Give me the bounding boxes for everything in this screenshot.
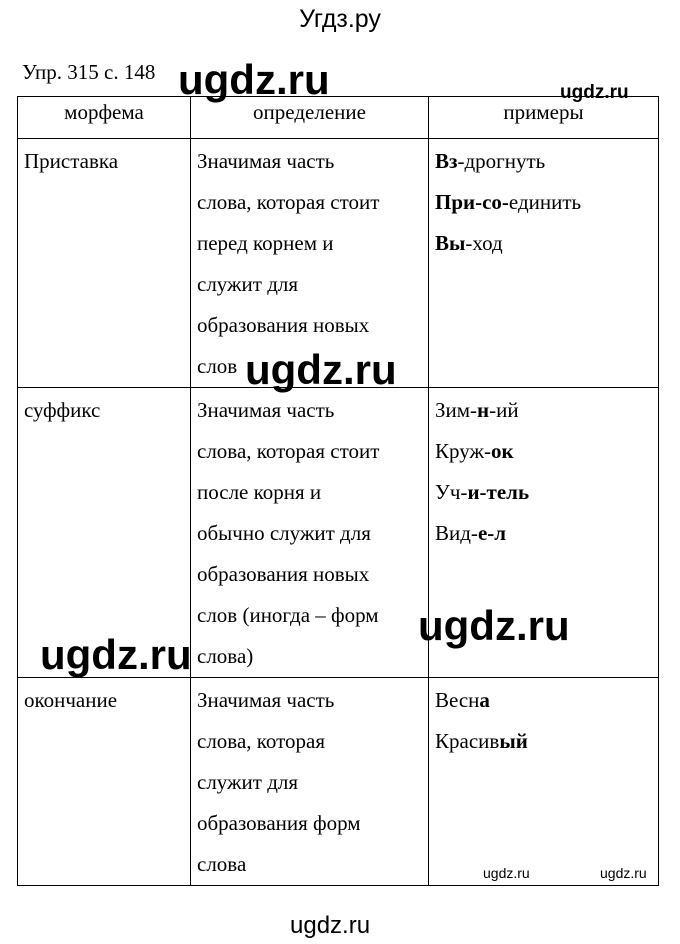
morpheme-highlight: Вз: [435, 149, 458, 173]
word-part: Вид-: [435, 521, 478, 545]
definition-line: Значимая часть: [197, 398, 335, 422]
morpheme-cell: окончание: [18, 678, 191, 886]
word-part: -ий: [489, 398, 519, 422]
watermark: ugdz.ru: [560, 82, 629, 103]
definition-line: слова, которая: [197, 729, 325, 753]
examples-cell: [429, 139, 659, 388]
definition-line: образования новых: [197, 562, 370, 586]
morpheme-highlight: ый: [499, 729, 528, 753]
definition-line: Значимая часть: [197, 149, 335, 173]
example-word: [435, 472, 652, 513]
word-part: Красив: [435, 729, 500, 753]
morpheme-cell: Приставка: [18, 139, 191, 388]
morpheme-highlight: При-со-: [435, 190, 509, 214]
word-part: Уч-: [435, 480, 468, 504]
definition-line: служит для: [197, 770, 299, 794]
definition-cell: [191, 388, 429, 678]
watermark: ugdz.ru: [483, 865, 530, 881]
morpheme-cell: суффикс: [18, 388, 191, 678]
word-part: -ход: [465, 231, 503, 255]
header-examples: примеры: [429, 97, 659, 139]
example-word: [435, 182, 652, 223]
definition-line: слов (иногда – форм: [197, 603, 379, 627]
morpheme-highlight: а: [479, 688, 490, 712]
definition-line: после корня и: [197, 480, 322, 504]
morpheme-table: [17, 96, 659, 886]
definition-line: Значимая часть: [197, 688, 335, 712]
word-part: Весн: [435, 688, 480, 712]
header-morpheme: морфема: [18, 97, 191, 139]
watermark: ugdz.ru: [600, 865, 647, 881]
definition-line: слов: [197, 354, 238, 378]
definition-line: слова): [197, 644, 254, 668]
definition-line: обычно служит для: [197, 521, 371, 545]
word-part: единить: [508, 190, 582, 214]
morpheme-highlight: е-л: [477, 521, 507, 545]
morpheme-highlight: н: [477, 398, 490, 422]
site-title: Угдз.ру: [299, 5, 381, 33]
definition-line: служит для: [197, 272, 299, 296]
definition-line: перед корнем и: [197, 231, 334, 255]
morpheme-highlight: Вы: [435, 231, 466, 255]
example-word: [435, 513, 652, 554]
word-part: -дрогнуть: [457, 149, 546, 173]
definition-line: образования новых: [197, 313, 370, 337]
definition-line: слова, которая стоит: [197, 190, 380, 214]
morpheme-highlight: и-тель: [467, 480, 530, 504]
definition-line: слова: [197, 852, 247, 876]
watermark: ugdz.ru: [418, 602, 570, 649]
word-part: Круж-: [435, 439, 491, 463]
exercise-label: Упр. 315 с. 148: [22, 60, 156, 84]
watermark: ugdz.ru: [40, 631, 192, 678]
definition-line: слова, которая стоит: [197, 439, 380, 463]
morpheme-highlight: ок: [490, 439, 514, 463]
example-word: [435, 223, 652, 264]
table-row: [18, 678, 659, 886]
watermark: ugdz.ru: [245, 346, 397, 393]
examples-cell: [429, 678, 659, 886]
example-word: [435, 721, 652, 762]
watermark: ugdz.ru: [178, 56, 330, 103]
footer-watermark: ugdz.ru: [290, 912, 371, 939]
example-word: [435, 141, 652, 182]
word-part: Зим-: [435, 398, 478, 422]
example-word: [435, 680, 652, 721]
header-definition: определение: [191, 97, 429, 139]
example-word: [435, 390, 652, 431]
definition-cell: [191, 678, 429, 886]
example-word: [435, 431, 652, 472]
definition-line: образования форм: [197, 811, 361, 835]
